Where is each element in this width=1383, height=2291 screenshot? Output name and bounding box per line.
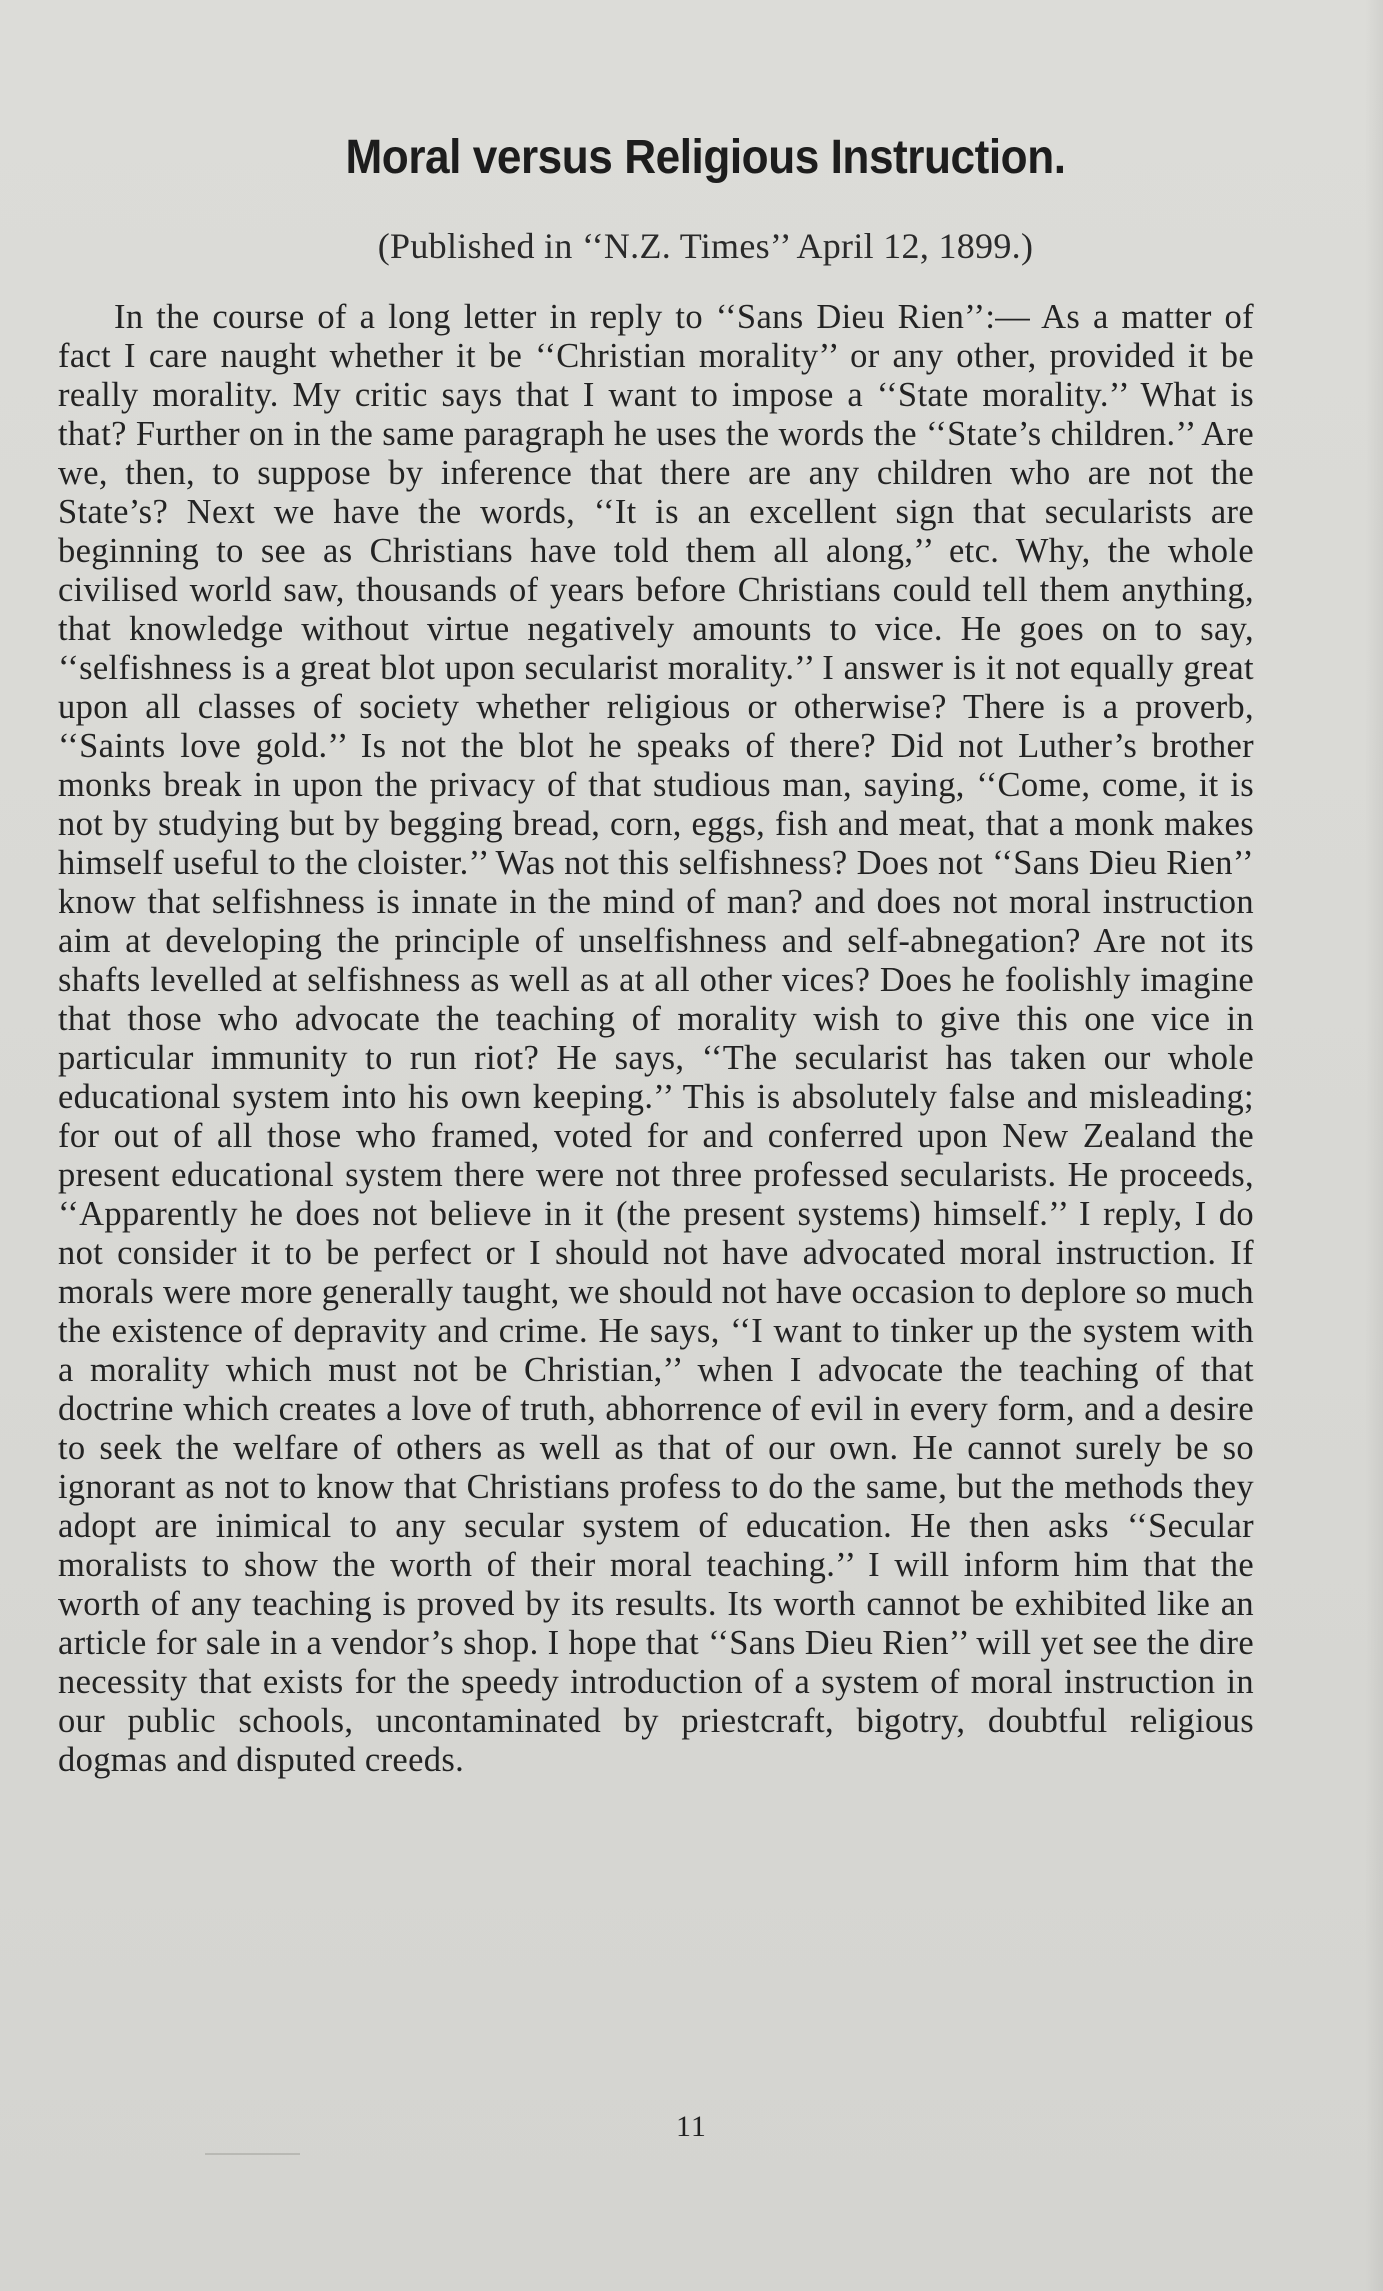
publication-note: (Published in ‘‘N.Z. Times’’ April 12, 1899.) xyxy=(377,226,1034,266)
page-number: 11 xyxy=(676,2110,707,2143)
page-title: Moral versus Religious Instruction. xyxy=(345,131,1066,184)
paper-mark xyxy=(205,2153,300,2155)
page-edge-shadow xyxy=(1365,0,1383,2291)
heading-block xyxy=(0,130,1383,267)
body-paragraph: In the course of a long letter in reply to ‘‘Sans Dieu Rien’’:— As a matter of fact I care naught whether it be ‘‘Christian morality’’ or any other, provided it be really morality. My critic says that I want to impose a ‘‘State morality.’’ What is that? Further on in the same paragraph he uses the words the ‘‘State’s children.’’ Are we, then, to suppose by inference that there are any children who are not the State’s? Next we have the words, ‘‘It is an excellent sign that secularists are beginning to see as Christians have told them all along,’’ etc. Why, the whole civilised world saw, thousands of years before Christians could tell them anything, that knowledge without virtue negatively amounts to vice. He goes on to say, ‘‘selfishness is a great blot upon secularist morality.’’ I answer is it not equally great upon all classes of society whether religious or otherwise? There is a proverb, ‘‘Saints love gold.’’ Is not the blot he speaks of there? Did not Luther’s brother monks break in upon the privacy of that studious man, saying, ‘‘Come, come, it is not by studying but by begging bread, corn, eggs, fish and meat, that a monk makes himself useful to the cloister.’’ Was not this selfishness? Does not ‘‘Sans Dieu Rien’’ know that selfishness is innate in the mind of man? and does not moral instruction aim at developing the principle of unselfishness and self-abnegation? Are not its shafts levelled at selfishness as well as at all other vices? Does he foolishly imagine that those who advocate the teaching of morality wish to give this one vice in particular immunity to run riot? He says, ‘‘The secularist has taken our whole educational system into his own keeping.’’ This is absolutely false and misleading; for out of all those who framed, voted for and conferred upon New Zealand the present educational system there were not three professed secularists. He proceeds, ‘‘Apparently he does not believe in it (the present systems) himself.’’ I reply, I do not consider it to be perfect or I should not have advocated moral instruction. If morals were more generally taught, we should not have occasion to deplore so much the existence of depravity and crime. He says, ‘‘I want to tinker up the system with a morality which must not be Christian,’’ when I advocate the teaching of that doctrine which creates a love of truth, abhorrence of evil in every form, and a desire to seek the welfare of others as well as that of our own. He cannot surely be so ignorant as not to know that Christians profess to do the same, but the methods they adopt are inimical to any secular system of education. He then asks ‘‘Secular moralists to show the worth of their moral teaching.’’ I will inform him that the worth of any teaching is proved by its results. Its worth cannot be exhibited like an article for sale in a vendor’s shop. I hope that ‘‘Sans Dieu Rien’’ will yet see the dire necessity that exists for the speedy introduction of a system of moral instruction in our public schools, uncontaminated by priestcraft, bigotry, doubtful religious dogmas and disputed creeds. xyxy=(58,298,1254,1779)
